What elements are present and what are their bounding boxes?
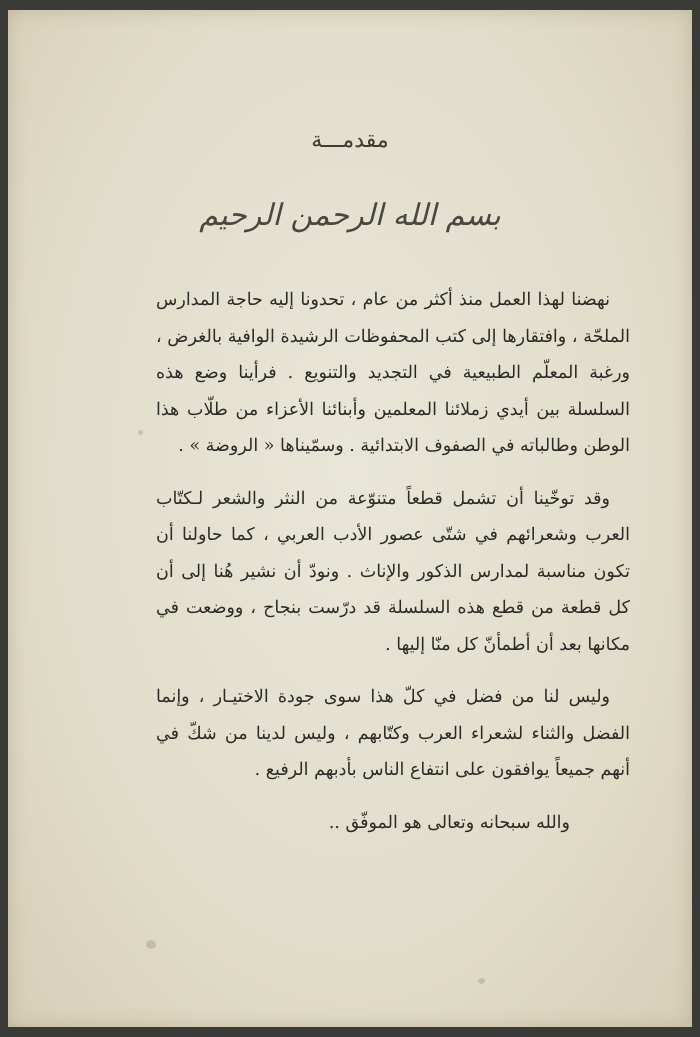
document-page xyxy=(8,10,692,1027)
paper-stain xyxy=(146,940,156,949)
paper-stain xyxy=(138,430,143,435)
body-text xyxy=(156,282,630,841)
paper-stain xyxy=(478,978,485,984)
paragraph: وقد توخّينا أن تشمل قطعاً متنوّعة من النثر والشعر لـكتّاب العرب وشعرائهم في شتّى عصور الأدب العربي ، كما حاولنا أن تكون مناسبة لمدارس الذكور والإناث . ونودّ أن نشير هُنا إلى أن كل قطعة من قطع هذه السلسلة قد درّست بنجاح ، ووضعت في مكانها بعد أن أطمأنّ كل منّا إليها . xyxy=(156,488,630,655)
paragraph: وليس لنا من فضل في كلّ هذا سوى جودة الاختيـار ، وإنما الفضل والثناء لشعراء العرب وكتّابهم ، وليس لدينا من شكّ في أنهم جميعاً يوافقون على انتفاع الناس بأدبهم الرفيع . xyxy=(156,687,630,780)
page-title: مقدمـــة xyxy=(311,128,389,153)
paragraph: نهضنا لهذا العمل منذ أكثر من عام ، تحدونا إليه حاجة المدارس الملحّة ، وافتقارها إلى كتب المحفوظات الرشيدة الوافية بالغرض ، ورغبة المعلّم الطبيعية في التجديد والتنويع . فرأينا وضع هذه السلسلة بين أيدي زملائنا المعلمين وأبنائنا الأعزاء من طلّاب هذا الوطن وطالباته في الصفوف الابتدائية . وسمّيناها « الروضة » . xyxy=(156,290,630,456)
closing-line: والله سبحانه وتعالى هو الموفّق .. xyxy=(328,812,570,833)
basmala-calligraphy: بسم الله الرحمن الرحيم xyxy=(199,198,501,233)
